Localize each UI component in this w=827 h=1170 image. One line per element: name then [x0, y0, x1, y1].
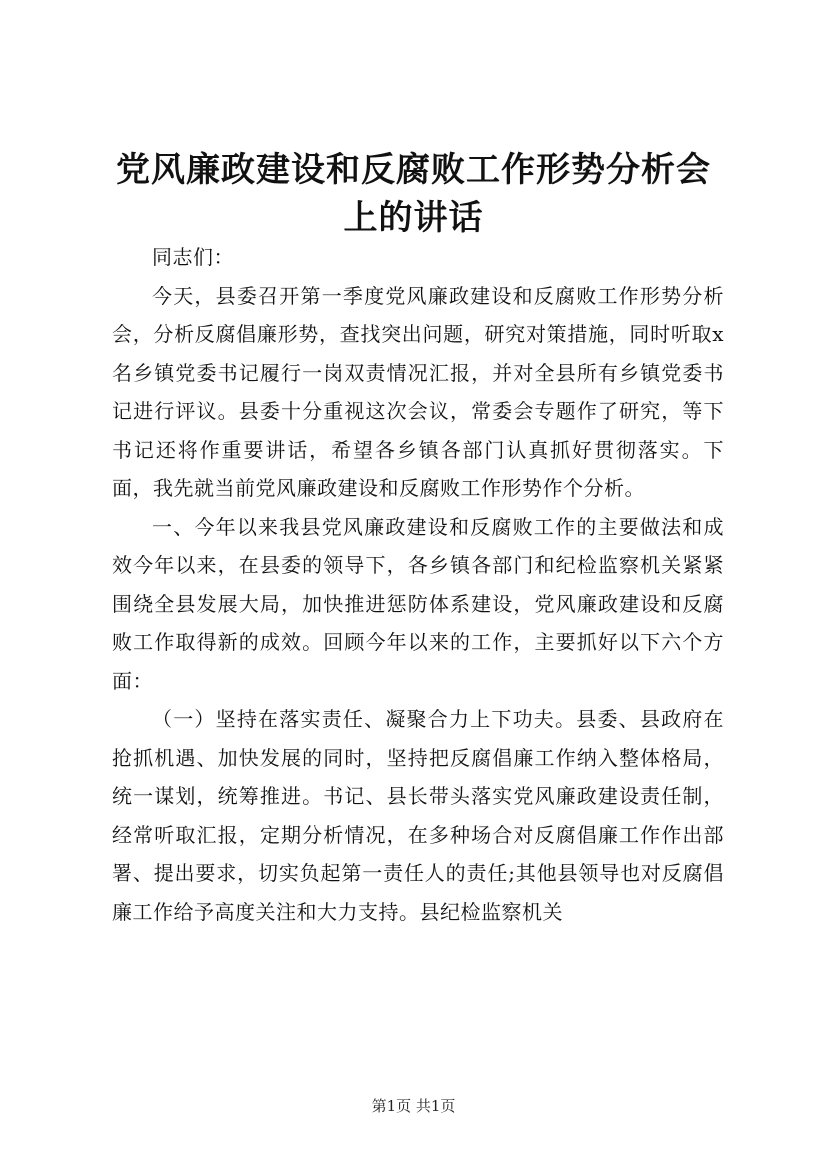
paragraph-2: 一、今年以来我县党风廉政建设和反腐败工作的主要做法和成效今年以来，在县委的领导下，各乡镇各部门和纪检监察机关紧紧围绕全县发展大局，加快推进惩防体系建设，党风廉政建设和反腐败工作取得新的成效。回顾今年以来的工作，主要抓好以下六个方面： — [112, 514, 724, 693]
document-title: 党风廉政建设和反腐败工作形势分析会上的讲话 — [116, 150, 711, 238]
paragraph-3: （一）坚持在落实责任、凝聚合力上下功夫。县委、县政府在抢抓机遇、加快发展的同时，坚持把反腐倡廉工作纳入整体格局，统一谋划，统筹推进。书记、县长带头落实党风廉政建设责任制，经常听取汇报，定期分析情况，在多种场合对反腐倡廉工作作出部署、提出要求，切实负起第一责任人的责任;其他县领导也对反腐倡廉工作给予高度关注和大力支持。县纪检监察机关 — [112, 707, 724, 924]
paragraph-1: 今天，县委召开第一季度党风廉政建设和反腐败工作形势分析会，分析反腐倡廉形势，查找突出问题，研究对策措施，同时听取x名乡镇党委书记履行一岗双责情况汇报，并对全县所有乡镇党委书记进行评议。县委十分重视这次会议，常委会专题作了研究，等下书记还将作重要讲话，希望各乡镇各部门认真抓好贯彻落实。下面，我先就当前党风廉政建设和反腐败工作形势作个分析。 — [112, 283, 724, 500]
page-number-footer: 第1页 共1页 — [371, 1097, 456, 1115]
salutation: 同志们： — [152, 245, 234, 269]
document-body — [112, 238, 724, 931]
